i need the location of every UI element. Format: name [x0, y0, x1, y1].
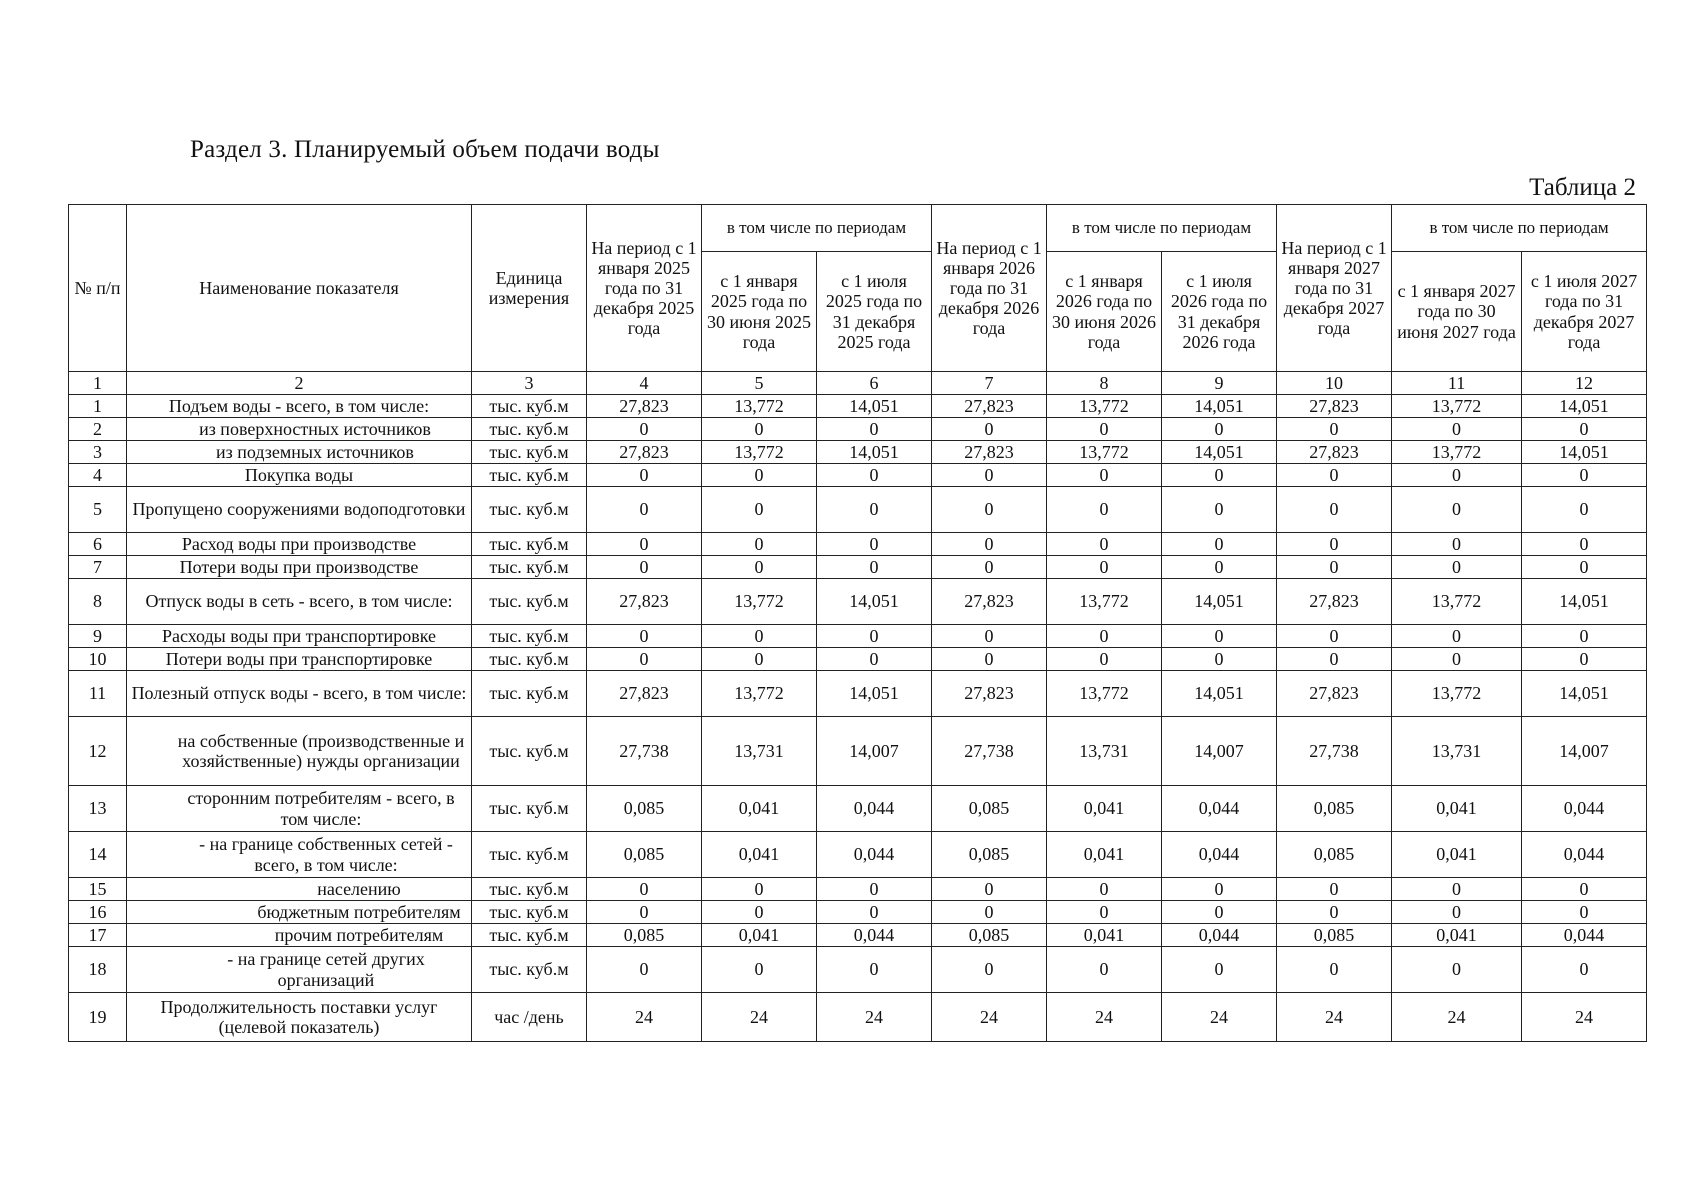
table-row [69, 993, 1647, 1042]
unit-cell: тыс. куб.м [472, 878, 587, 901]
value-cell: 13,731 [1047, 717, 1162, 786]
column-number: 12 [1522, 372, 1647, 395]
value-cell: 0 [817, 487, 932, 533]
value-cell: 0 [702, 947, 817, 993]
value-cell: 0 [1522, 648, 1647, 671]
value-cell: 27,823 [587, 395, 702, 418]
value-cell: 0 [1392, 418, 1522, 441]
indicator-name: прочим потребителям [127, 924, 472, 947]
value-cell: 0 [1392, 556, 1522, 579]
value-cell: 0 [1392, 487, 1522, 533]
header-period-2026: На период с 1 января 2026 года по 31 декабря 2026 года [932, 205, 1047, 372]
value-cell: 27,823 [1277, 395, 1392, 418]
value-cell: 13,772 [1047, 441, 1162, 464]
value-cell: 0,085 [587, 832, 702, 878]
value-cell: 0 [817, 464, 932, 487]
indicator-name: - на границе сетей других организаций [127, 947, 472, 993]
value-cell: 0,041 [702, 832, 817, 878]
value-cell: 0 [817, 901, 932, 924]
header-incl-2027: в том числе по периодам [1392, 205, 1647, 252]
unit-cell: тыс. куб.м [472, 464, 587, 487]
value-cell: 0 [932, 878, 1047, 901]
value-cell: 24 [702, 993, 817, 1042]
indicator-name: Пропущено сооружениями водоподготовки [127, 487, 472, 533]
value-cell: 0 [1522, 418, 1647, 441]
value-cell: 27,738 [587, 717, 702, 786]
value-cell: 13,772 [1047, 395, 1162, 418]
value-cell: 13,731 [1392, 717, 1522, 786]
value-cell: 0 [587, 625, 702, 648]
value-cell: 0 [932, 556, 1047, 579]
value-cell: 24 [1522, 993, 1647, 1042]
value-cell: 0,044 [1162, 924, 1277, 947]
table-row [69, 464, 1647, 487]
value-cell: 27,823 [587, 441, 702, 464]
column-number: 4 [587, 372, 702, 395]
value-cell: 0,041 [1047, 924, 1162, 947]
value-cell: 0 [1277, 418, 1392, 441]
value-cell: 0 [1162, 464, 1277, 487]
column-numbers-row [69, 372, 1647, 395]
header-h1-2025: с 1 января 2025 года по 30 июня 2025 года [702, 252, 817, 372]
value-cell: 0 [1277, 648, 1392, 671]
indicator-name: бюджетным потребителям [127, 901, 472, 924]
value-cell: 0 [1522, 533, 1647, 556]
value-cell: 0 [587, 648, 702, 671]
value-cell: 0 [817, 625, 932, 648]
value-cell: 0 [702, 556, 817, 579]
indicator-name: на собственные (производственные и хозяйственные) нужды организации [127, 717, 472, 786]
value-cell: 0,085 [587, 786, 702, 832]
value-cell: 0 [1522, 878, 1647, 901]
value-cell: 0 [1277, 464, 1392, 487]
value-cell: 0 [1392, 625, 1522, 648]
table-row [69, 487, 1647, 533]
unit-cell: тыс. куб.м [472, 487, 587, 533]
column-number: 11 [1392, 372, 1522, 395]
row-number: 1 [69, 395, 127, 418]
value-cell: 0,041 [1392, 786, 1522, 832]
value-cell: 14,007 [817, 717, 932, 786]
row-number: 11 [69, 671, 127, 717]
indicator-name: из поверхностных источников [127, 418, 472, 441]
header-unit: Единица измерения [472, 205, 587, 372]
value-cell: 24 [587, 993, 702, 1042]
value-cell: 0 [587, 556, 702, 579]
column-number: 8 [1047, 372, 1162, 395]
value-cell: 0 [587, 878, 702, 901]
table-row [69, 533, 1647, 556]
value-cell: 27,738 [1277, 717, 1392, 786]
value-cell: 0 [1162, 487, 1277, 533]
value-cell: 0 [1277, 625, 1392, 648]
value-cell: 13,772 [1047, 671, 1162, 717]
table-row [69, 947, 1647, 993]
value-cell: 24 [1047, 993, 1162, 1042]
value-cell: 0,041 [1392, 924, 1522, 947]
table-row [69, 395, 1647, 418]
value-cell: 27,823 [587, 671, 702, 717]
value-cell: 24 [1162, 993, 1277, 1042]
value-cell: 0 [817, 947, 932, 993]
row-number: 13 [69, 786, 127, 832]
value-cell: 13,772 [702, 671, 817, 717]
value-cell: 27,823 [1277, 441, 1392, 464]
value-cell: 0,041 [1392, 832, 1522, 878]
value-cell: 0 [1277, 947, 1392, 993]
header-h2-2026: с 1 июля 2026 года по 31 декабря 2026 года [1162, 252, 1277, 372]
table-row [69, 625, 1647, 648]
value-cell: 0,044 [817, 924, 932, 947]
value-cell: 27,823 [1277, 579, 1392, 625]
row-number: 18 [69, 947, 127, 993]
value-cell: 27,823 [932, 441, 1047, 464]
header-period-2027: На период с 1 января 2027 года по 31 декабря 2027 года [1277, 205, 1392, 372]
column-number: 6 [817, 372, 932, 395]
value-cell: 0,044 [1522, 832, 1647, 878]
unit-cell: тыс. куб.м [472, 786, 587, 832]
row-number: 17 [69, 924, 127, 947]
row-number: 2 [69, 418, 127, 441]
table-row [69, 556, 1647, 579]
value-cell: 24 [932, 993, 1047, 1042]
header-h1-2026: с 1 января 2026 года по 30 июня 2026 года [1047, 252, 1162, 372]
indicator-name: Отпуск воды в сеть - всего, в том числе: [127, 579, 472, 625]
value-cell: 0,041 [702, 924, 817, 947]
unit-cell: тыс. куб.м [472, 579, 587, 625]
table-row [69, 648, 1647, 671]
value-cell: 14,051 [1162, 441, 1277, 464]
value-cell: 0,085 [932, 924, 1047, 947]
value-cell: 0 [1392, 947, 1522, 993]
table-row [69, 579, 1647, 625]
value-cell: 0 [1047, 556, 1162, 579]
value-cell: 0 [1522, 556, 1647, 579]
row-number: 16 [69, 901, 127, 924]
row-number: 15 [69, 878, 127, 901]
value-cell: 0,041 [1047, 832, 1162, 878]
unit-cell: тыс. куб.м [472, 418, 587, 441]
table-row [69, 901, 1647, 924]
value-cell: 0 [1522, 464, 1647, 487]
value-cell: 0 [1162, 878, 1277, 901]
value-cell: 13,772 [702, 579, 817, 625]
value-cell: 14,051 [817, 671, 932, 717]
unit-cell: тыс. куб.м [472, 556, 587, 579]
unit-cell: тыс. куб.м [472, 625, 587, 648]
value-cell: 0 [587, 533, 702, 556]
value-cell: 13,731 [702, 717, 817, 786]
header-num: № п/п [69, 205, 127, 372]
value-cell: 0,044 [817, 832, 932, 878]
value-cell: 0 [587, 947, 702, 993]
value-cell: 0 [932, 464, 1047, 487]
value-cell: 0,085 [1277, 786, 1392, 832]
value-cell: 0,044 [1162, 832, 1277, 878]
value-cell: 0 [817, 878, 932, 901]
header-h1-2027: с 1 января 2027 года по 30 июня 2027 года [1392, 252, 1522, 372]
value-cell: 0 [1277, 556, 1392, 579]
value-cell: 0 [932, 625, 1047, 648]
value-cell: 13,772 [1392, 671, 1522, 717]
value-cell: 24 [1392, 993, 1522, 1042]
table-row [69, 786, 1647, 832]
column-number: 3 [472, 372, 587, 395]
column-number: 10 [1277, 372, 1392, 395]
value-cell: 0 [702, 418, 817, 441]
value-cell: 0 [1392, 878, 1522, 901]
value-cell: 0,044 [817, 786, 932, 832]
value-cell: 0 [1162, 418, 1277, 441]
unit-cell: тыс. куб.м [472, 947, 587, 993]
indicator-name: Продолжительность поставки услуг (целевой показатель) [127, 993, 472, 1042]
value-cell: 0 [1522, 625, 1647, 648]
table-row [69, 671, 1647, 717]
value-cell: 0 [1162, 947, 1277, 993]
value-cell: 0,044 [1162, 786, 1277, 832]
row-number: 3 [69, 441, 127, 464]
value-cell: 13,772 [1047, 579, 1162, 625]
unit-cell: тыс. куб.м [472, 533, 587, 556]
value-cell: 0 [1277, 901, 1392, 924]
value-cell: 0 [587, 464, 702, 487]
value-cell: 0 [1162, 533, 1277, 556]
value-cell: 0 [702, 648, 817, 671]
unit-cell: тыс. куб.м [472, 395, 587, 418]
value-cell: 14,051 [1522, 441, 1647, 464]
indicator-name: сторонним потребителям - всего, в том числе: [127, 786, 472, 832]
row-number: 5 [69, 487, 127, 533]
value-cell: 0,044 [1522, 786, 1647, 832]
indicator-name: Расходы воды при транспортировке [127, 625, 472, 648]
header-h2-2027: с 1 июля 2027 года по 31 декабря 2027 года [1522, 252, 1647, 372]
row-number: 6 [69, 533, 127, 556]
value-cell: 0,085 [1277, 924, 1392, 947]
value-cell: 0 [702, 901, 817, 924]
indicator-name: - на границе собственных сетей - всего, в том числе: [127, 832, 472, 878]
row-number: 4 [69, 464, 127, 487]
value-cell: 0 [932, 418, 1047, 441]
indicator-name: Полезный отпуск воды - всего, в том числе: [127, 671, 472, 717]
value-cell: 0 [817, 533, 932, 556]
value-cell: 0 [702, 533, 817, 556]
value-cell: 0 [1277, 487, 1392, 533]
value-cell: 14,051 [1522, 671, 1647, 717]
header-name: Наименование показателя [127, 205, 472, 372]
value-cell: 14,007 [1162, 717, 1277, 786]
value-cell: 0 [1392, 464, 1522, 487]
section-title: Раздел 3. Планируемый объем подачи воды [190, 136, 660, 163]
value-cell: 0 [702, 878, 817, 901]
indicator-name: Расход воды при производстве [127, 533, 472, 556]
value-cell: 0 [1522, 487, 1647, 533]
column-number: 7 [932, 372, 1047, 395]
value-cell: 0,041 [702, 786, 817, 832]
value-cell: 0 [1047, 878, 1162, 901]
column-number: 9 [1162, 372, 1277, 395]
unit-cell: тыс. куб.м [472, 832, 587, 878]
table-caption: Таблица 2 [1529, 174, 1636, 201]
value-cell: 0 [932, 533, 1047, 556]
value-cell: 0 [932, 901, 1047, 924]
value-cell: 14,051 [1162, 395, 1277, 418]
table-row [69, 832, 1647, 878]
value-cell: 14,051 [817, 395, 932, 418]
value-cell: 0 [1047, 625, 1162, 648]
row-number: 8 [69, 579, 127, 625]
value-cell: 0,085 [1277, 832, 1392, 878]
unit-cell: тыс. куб.м [472, 717, 587, 786]
indicator-name: населению [127, 878, 472, 901]
value-cell: 27,823 [932, 395, 1047, 418]
value-cell: 0 [587, 487, 702, 533]
unit-cell: тыс. куб.м [472, 441, 587, 464]
value-cell: 13,772 [1392, 395, 1522, 418]
value-cell: 0 [817, 418, 932, 441]
value-cell: 14,051 [1162, 671, 1277, 717]
value-cell: 0 [1047, 487, 1162, 533]
water-supply-table [68, 204, 1647, 1042]
unit-cell: тыс. куб.м [472, 671, 587, 717]
table-row [69, 878, 1647, 901]
value-cell: 0 [1162, 625, 1277, 648]
value-cell: 0 [817, 648, 932, 671]
row-number: 7 [69, 556, 127, 579]
value-cell: 13,772 [1392, 579, 1522, 625]
value-cell: 0 [1392, 648, 1522, 671]
unit-cell: тыс. куб.м [472, 648, 587, 671]
column-number: 1 [69, 372, 127, 395]
value-cell: 27,823 [932, 671, 1047, 717]
value-cell: 0 [1047, 418, 1162, 441]
value-cell: 0 [1162, 901, 1277, 924]
header-h2-2025: с 1 июля 2025 года по 31 декабря 2025 года [817, 252, 932, 372]
value-cell: 0 [1277, 878, 1392, 901]
value-cell: 27,823 [1277, 671, 1392, 717]
value-cell: 27,823 [587, 579, 702, 625]
value-cell: 0 [702, 464, 817, 487]
value-cell: 0 [1162, 648, 1277, 671]
value-cell: 0 [1392, 533, 1522, 556]
unit-cell: тыс. куб.м [472, 924, 587, 947]
unit-cell: тыс. куб.м [472, 901, 587, 924]
value-cell: 0 [587, 418, 702, 441]
indicator-name: Потери воды при производстве [127, 556, 472, 579]
value-cell: 0 [817, 556, 932, 579]
column-number: 5 [702, 372, 817, 395]
value-cell: 0 [932, 947, 1047, 993]
value-cell: 0 [1047, 464, 1162, 487]
value-cell: 0 [1047, 901, 1162, 924]
indicator-name: Покупка воды [127, 464, 472, 487]
indicator-name: Потери воды при транспортировке [127, 648, 472, 671]
row-number: 9 [69, 625, 127, 648]
value-cell: 0 [702, 625, 817, 648]
column-number: 2 [127, 372, 472, 395]
value-cell: 13,772 [702, 441, 817, 464]
value-cell: 0 [702, 487, 817, 533]
value-cell: 13,772 [1392, 441, 1522, 464]
value-cell: 14,051 [817, 441, 932, 464]
value-cell: 24 [817, 993, 932, 1042]
header-period-2025: На период с 1 января 2025 года по 31 декабря 2025 года [587, 205, 702, 372]
value-cell: 0,041 [1047, 786, 1162, 832]
value-cell: 27,738 [932, 717, 1047, 786]
indicator-name: из подземных источников [127, 441, 472, 464]
value-cell: 0 [1162, 556, 1277, 579]
row-number: 12 [69, 717, 127, 786]
value-cell: 0 [1047, 947, 1162, 993]
table-row [69, 717, 1647, 786]
value-cell: 27,823 [932, 579, 1047, 625]
value-cell: 0,085 [932, 786, 1047, 832]
value-cell: 0 [932, 648, 1047, 671]
value-cell: 0 [1522, 901, 1647, 924]
value-cell: 14,051 [1522, 579, 1647, 625]
unit-cell: час /день [472, 993, 587, 1042]
value-cell: 14,051 [1522, 395, 1647, 418]
value-cell: 0,044 [1522, 924, 1647, 947]
value-cell: 14,007 [1522, 717, 1647, 786]
value-cell: 0,085 [932, 832, 1047, 878]
value-cell: 24 [1277, 993, 1392, 1042]
header-incl-2026: в том числе по периодам [1047, 205, 1277, 252]
value-cell: 0 [1522, 947, 1647, 993]
value-cell: 14,051 [1162, 579, 1277, 625]
value-cell: 14,051 [817, 579, 932, 625]
value-cell: 0 [1277, 533, 1392, 556]
value-cell: 0,085 [587, 924, 702, 947]
value-cell: 0 [1047, 648, 1162, 671]
table-row [69, 441, 1647, 464]
header-incl-2025: в том числе по периодам [702, 205, 932, 252]
value-cell: 0 [587, 901, 702, 924]
table-row [69, 418, 1647, 441]
row-number: 10 [69, 648, 127, 671]
value-cell: 0 [1047, 533, 1162, 556]
value-cell: 13,772 [702, 395, 817, 418]
indicator-name: Подъем воды - всего, в том числе: [127, 395, 472, 418]
table-row [69, 924, 1647, 947]
value-cell: 0 [1392, 901, 1522, 924]
row-number: 19 [69, 993, 127, 1042]
value-cell: 0 [932, 487, 1047, 533]
row-number: 14 [69, 832, 127, 878]
